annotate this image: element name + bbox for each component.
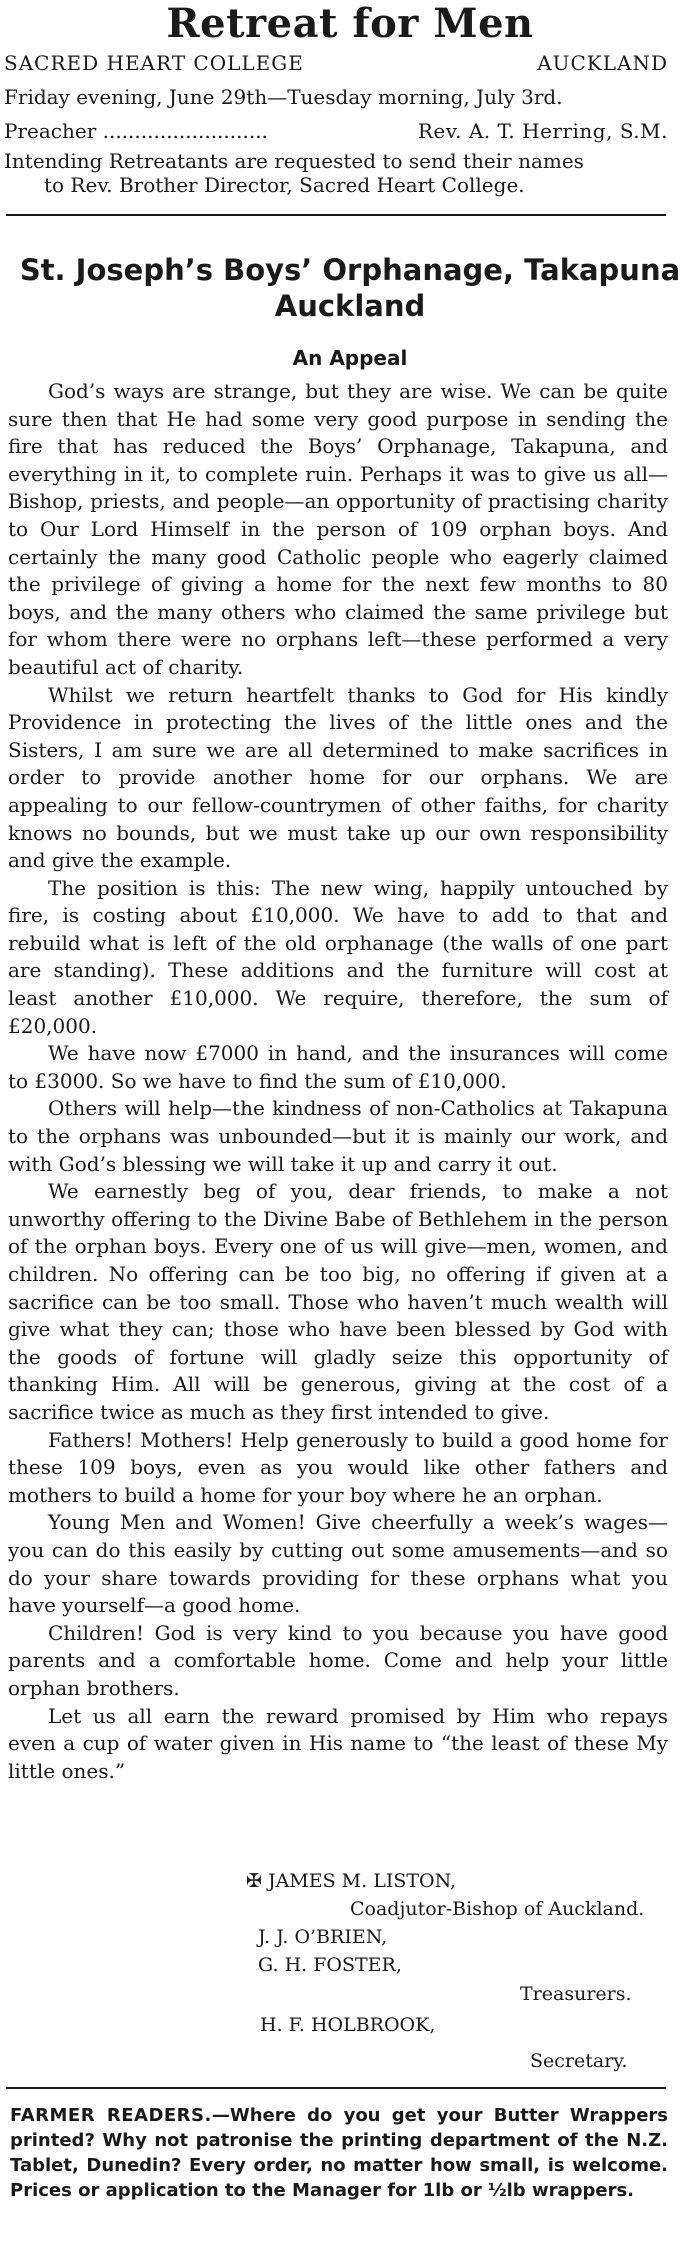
appeal-title-line-1: St. Joseph’s Boys’ Orphanage, Takapuna xyxy=(19,253,681,287)
farmer-notice-text: —Where do you get your Butter Wrappers printed? Why not patronise the printing department of the N.Z. Tablet, Dunedin? Every order, no matter how small, is welcome. Prices or application to the Manager for 1lb or ½lb wrappers. xyxy=(10,2105,668,2201)
appeal-paragraph: Whilst we return heartfelt thanks to God for His kindly Providence in protecting the lives of the little ones and the Sisters, I am sure we are all determined to make sacrifices in order to provide another home for our orphans. We are appealing to our fellow-countrymen of other faiths, for charity knows no bounds, but we must take up our own responsibility and give the example. xyxy=(8,682,668,873)
appeal-paragraph: We have now £7000 in hand, and the insurances will come to £3000. So we have to find the sum of £10,000. xyxy=(8,1041,668,1093)
retreat-dates: Friday evening, June 29th—Tuesday morning, July 3rd. xyxy=(4,85,563,109)
appeal-paragraph: Young Men and Women! Give cheerfully a week’s wages—you can do this easily by cutting out some amusements—and so do your share towards providing for these orphans what you have yourself—a good home. xyxy=(8,1510,668,1618)
appeal-paragraph: The position is this: The new wing, happily untouched by fire, is costing about £10,000. We have to add to that and rebuild what is left of the old orphanage (the walls of one part are standing). These additions and the furniture will cost at least another £10,000. We require, therefore, the sum of £20,000. xyxy=(8,875,668,1038)
retreat-notice-line-2: to Rev. Brother Director, Sacred Heart College. xyxy=(44,173,525,197)
treasurers-label: Treasurers. xyxy=(520,1983,632,2005)
appeal-body xyxy=(8,378,668,1785)
appeal-paragraph: God’s ways are strange, but they are wise. We can be quite sure then that He had some very good purpose in sending the fire that has reduced the Boys’ Orphanage, Takapuna, and everything in it, to complete ruin. Perhaps it was to give us all—Bishop, priests, and people—an opportunity of practising charity to Our Lord Himself in the person of 109 orphan boys. And certainly the many good Catholic people who eagerly claimed the privilege of giving a home for the next few months to 80 boys, and the many others who claimed the same privilege but for whom there were no orphans left—these performed a very beautiful act of charity. xyxy=(8,379,668,679)
appeal-paragraph: Children! God is very kind to you because you have good parents and a comfortable home. Come and help your little orphan brothers. xyxy=(8,1620,668,1700)
bishop-name: ✠ JAMES M. LISTON, xyxy=(246,1870,457,1892)
farmer-readers-notice xyxy=(10,2103,668,2203)
appeal-paragraph: Let us all earn the reward promised by Him who repays even a cup of water given in His name to “the least of these My little ones.” xyxy=(8,1703,668,1783)
retreat-place: AUCKLAND xyxy=(537,51,668,75)
retreat-location-line xyxy=(4,50,668,76)
divider-rule xyxy=(6,214,666,216)
farmer-notice-lead: FARMER READERS. xyxy=(10,2105,212,2126)
appeal-paragraph: Others will help—the kindness of non-Catholics at Takapuna to the orphans was unbounded—but it is mainly our work, and with God’s blessing we will take it up and carry it out. xyxy=(8,1096,668,1176)
retreat-college: SACRED HEART COLLEGE xyxy=(4,51,304,75)
appeal-paragraph: We earnestly beg of you, dear friends, to make a not unworthy offering to the Divine Babe of Bethlehem in the person of the orphan boys. Every one of us will give—men, women, and children. No offering can be too big, no offering if given at a sacrifice can be too small. Those who haven’t much wealth will give what they can; those who have been blessed by God with the goods of fortune will gladly seize this opportunity of thanking Him. All will be generous, giving at the cost of a sacrifice twice as much as they first intended to give. xyxy=(8,1179,668,1424)
divider-rule xyxy=(6,2087,666,2089)
preacher-label: Preacher .......................... xyxy=(4,119,268,143)
treasurer-name: G. H. FOSTER, xyxy=(258,1954,402,1976)
secretary-label: Secretary. xyxy=(530,2050,628,2072)
appeal-title-line-2: Auckland xyxy=(274,288,426,323)
preacher-name: Rev. A. T. Herring, S.M. xyxy=(417,119,668,143)
retreat-title: Retreat for Men xyxy=(166,0,534,47)
appeal-title xyxy=(0,253,700,325)
appeal-paragraph: Fathers! Mothers! Help generously to build a good home for these 109 boys, even as you would like other fathers and mothers to build a home for your boy where he an orphan. xyxy=(8,1427,668,1507)
treasurer-name: J. J. O’BRIEN, xyxy=(258,1926,388,1948)
secretary-name: H. F. HOLBROOK, xyxy=(260,2014,436,2036)
appeal-subheading: An Appeal xyxy=(292,346,408,370)
retreat-preacher-line xyxy=(4,118,668,144)
bishop-title: Coadjutor-Bishop of Auckland. xyxy=(350,1898,645,1920)
retreat-notice-line-1: Intending Retreatants are requested to send their names xyxy=(4,149,584,173)
retreat-notice xyxy=(0,0,700,210)
